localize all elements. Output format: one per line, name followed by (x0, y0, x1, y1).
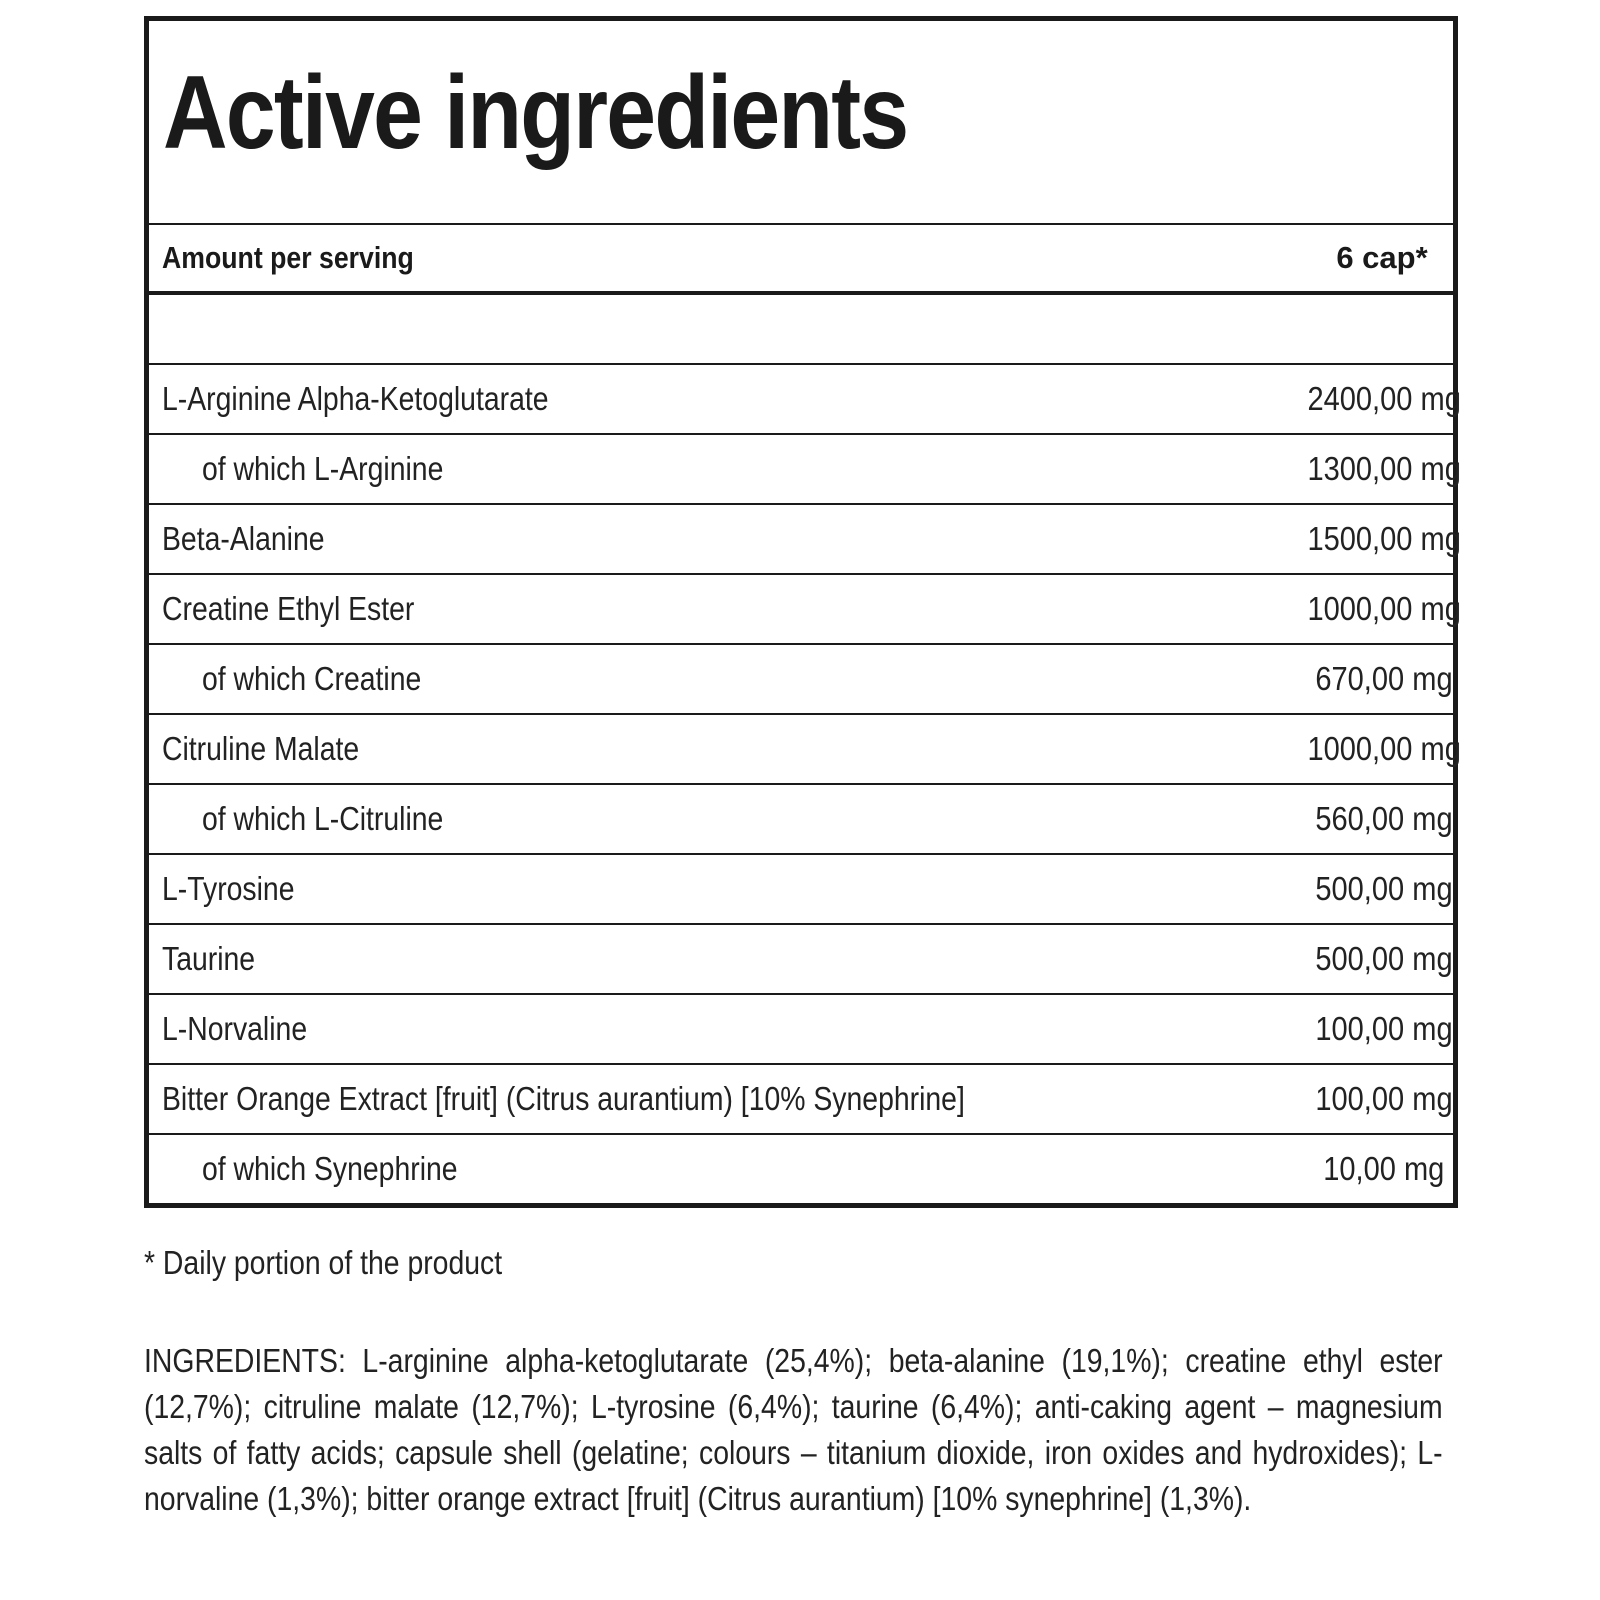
ingredient-amount-cell (1259, 435, 1509, 503)
ingredient-amount: 100,00 mg (1315, 1080, 1453, 1117)
ingredient-name: of which L-Arginine (202, 450, 444, 487)
ingredient-name: Citruline Malate (162, 730, 360, 767)
ingredient-name: Beta-Alanine (162, 520, 325, 557)
ingredient-amount: 100,00 mg (1315, 1010, 1453, 1047)
ingredient-name: Bitter Orange Extract [fruit] (Citrus aurantium) [10% Synephrine] (162, 1080, 965, 1117)
footnote: * Daily portion of the product (144, 1244, 503, 1281)
ingredient-amount-cell (1259, 1065, 1509, 1133)
ingredient-subrow (149, 1135, 1453, 1205)
ingredients-table (144, 16, 1461, 1208)
ingredient-row (149, 995, 1453, 1065)
ingredient-subrow (149, 645, 1453, 715)
ingredient-amount: 1500,00 mg (1307, 520, 1461, 557)
table-header-row (149, 223, 1453, 295)
ingredient-amount: 1300,00 mg (1307, 450, 1461, 487)
ingredient-row (149, 1065, 1453, 1135)
ingredient-name: L-Tyrosine (162, 870, 295, 907)
ingredient-amount: 10,00 mg (1323, 1150, 1445, 1187)
ingredient-name: Creatine Ethyl Ester (162, 590, 415, 627)
ingredient-name: L-Norvaline (162, 1010, 308, 1047)
table-spacer-row (149, 295, 1453, 365)
ingredient-amount: 560,00 mg (1315, 800, 1453, 837)
ingredient-amount: 500,00 mg (1315, 870, 1453, 907)
ingredient-amount: 670,00 mg (1315, 660, 1453, 697)
ingredient-amount-cell (1259, 995, 1509, 1063)
ingredient-subrow (149, 435, 1461, 505)
ingredient-amount-cell (1259, 715, 1509, 783)
ingredient-amount-cell (1259, 785, 1509, 853)
ingredient-row (149, 715, 1461, 785)
ingredient-amount-cell (1259, 575, 1509, 643)
ingredient-amount: 500,00 mg (1315, 940, 1453, 977)
ingredient-amount-cell (1259, 365, 1509, 433)
ingredient-amount-cell (1259, 925, 1509, 993)
ingredient-name: Taurine (162, 940, 256, 977)
ingredient-name: of which Creatine (202, 660, 422, 697)
ingredient-row (149, 925, 1453, 995)
ingredient-amount-cell (1259, 505, 1509, 573)
ingredient-name: of which L-Citruline (202, 800, 444, 837)
ingredient-row (149, 505, 1461, 575)
ingredient-row (149, 575, 1461, 645)
ingredients-paragraph: INGREDIENTS: L-arginine alpha-ketoglutarate (25,4%); beta-alanine (19,1%); creatine ethyl ester (12,7%); citruline malate (12,7%); L-tyrosine (6,4%); taurine (6,4%); anti-caking agent – magnesium salts of fatty acids; capsule shell (gelatine; colours – titanium dioxide, iron oxides and hydroxides); L-norvaline (1,3%); bitter orange extract [fruit] (Citrus aurantium) [10% synephrine] (1,3%). (144, 1342, 1443, 1517)
ingredient-row (149, 365, 1461, 435)
ingredient-subrow (149, 785, 1453, 855)
ingredient-amount: 2400,00 mg (1307, 380, 1461, 417)
ingredient-amount: 1000,00 mg (1307, 590, 1461, 627)
ingredient-amount: 1000,00 mg (1307, 730, 1461, 767)
ingredient-name: L-Arginine Alpha-Ketoglutarate (162, 380, 549, 417)
ingredient-name: of which Synephrine (202, 1150, 458, 1187)
ingredient-amount-cell (1259, 1135, 1509, 1203)
amount-per-serving-label: Amount per serving (162, 240, 414, 275)
ingredient-amount-cell (1259, 855, 1509, 923)
serving-size-value: 6 cap* (1336, 240, 1428, 275)
ingredient-amount-cell (1259, 645, 1509, 713)
ingredient-row (149, 855, 1453, 925)
table-title: Active ingredients (163, 55, 908, 171)
ingredient-rows (149, 365, 1461, 1205)
